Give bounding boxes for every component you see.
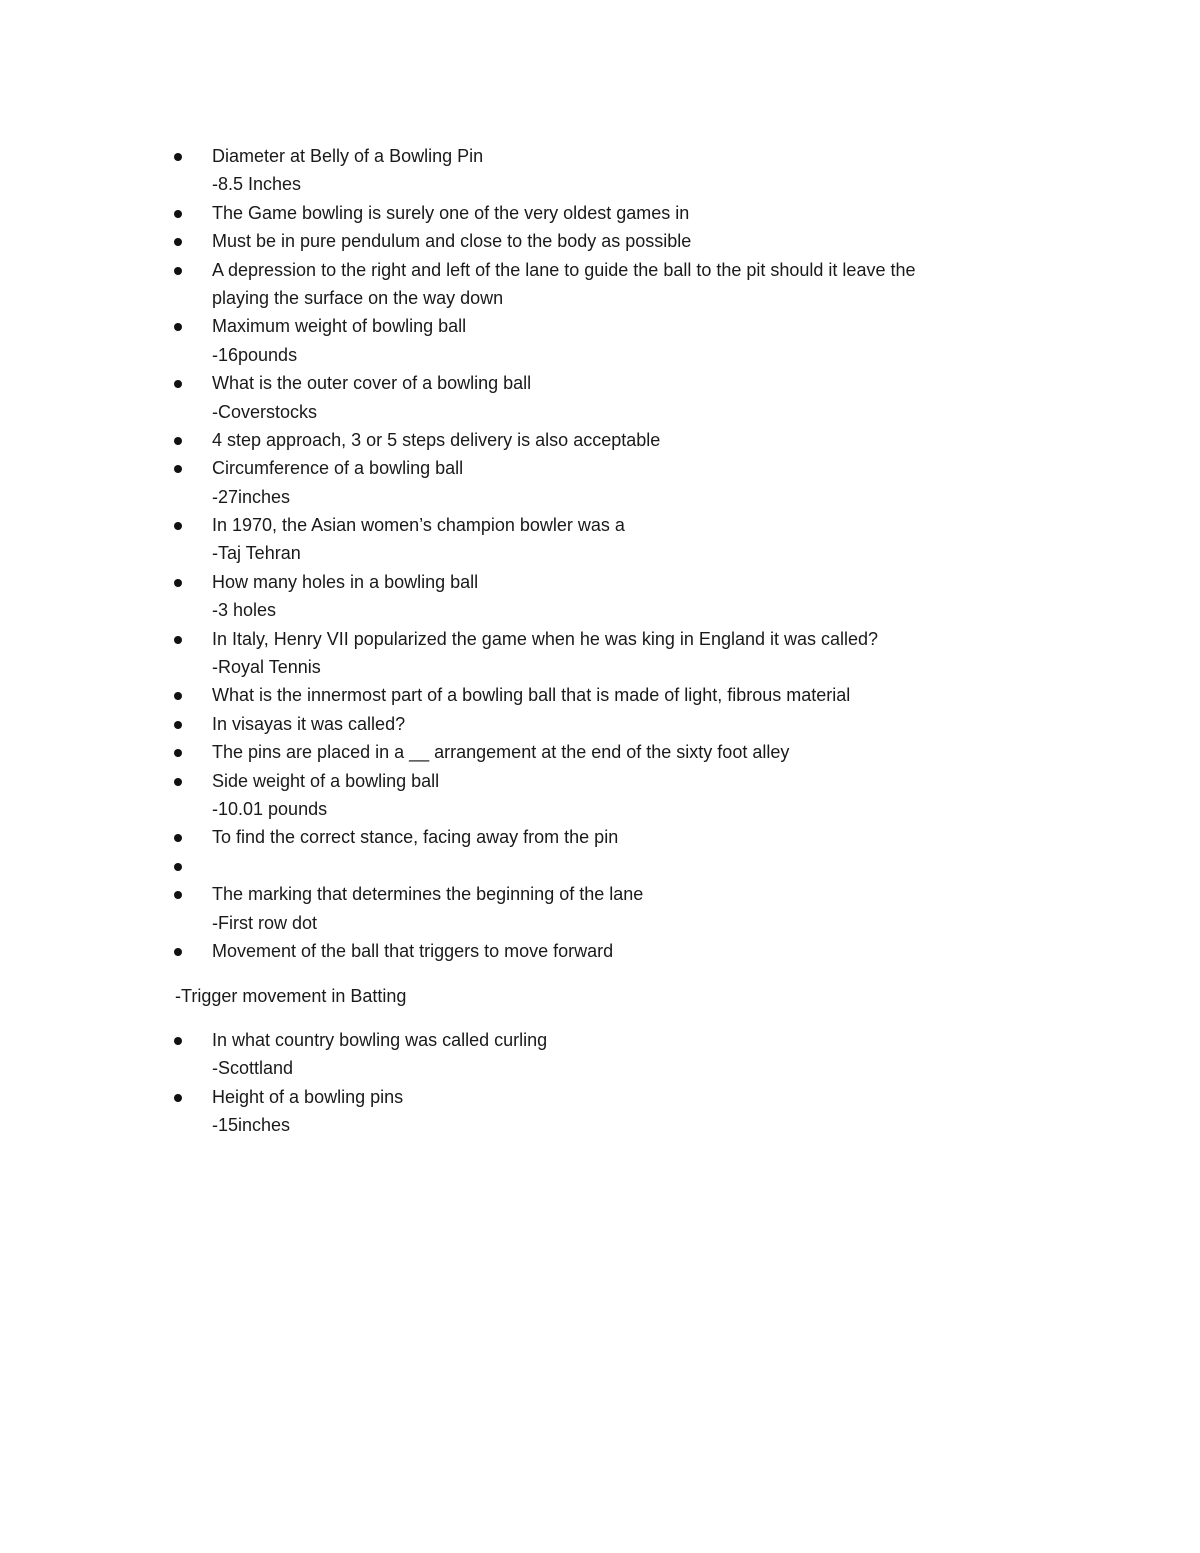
- list-item: [0, 738, 1200, 766]
- answer-text: -Taj Tehran: [212, 543, 301, 564]
- answer-text: -8.5 Inches: [212, 174, 302, 195]
- answer-line: [0, 596, 1200, 624]
- list-item: [0, 369, 1200, 397]
- list-item-text: How many holes in a bowling ball: [212, 571, 479, 592]
- list-item: [0, 823, 1200, 851]
- list-item-text: The pins are placed in a __ arrangement at the end of the sixty foot alley: [212, 742, 790, 763]
- answer-line: [0, 398, 1200, 426]
- list-item: [0, 880, 1200, 908]
- list-item: [0, 511, 1200, 539]
- answer-text: -Scottland: [212, 1058, 294, 1079]
- list-item: [0, 426, 1200, 454]
- list-item: [0, 1083, 1200, 1111]
- bullet-icon: [174, 636, 182, 644]
- answer-line: [0, 653, 1200, 681]
- bullet-icon: [174, 834, 182, 842]
- standalone-paragraph: [0, 982, 1200, 1010]
- bullet-icon: [174, 1094, 182, 1102]
- answer-text: -Royal Tennis: [212, 657, 321, 678]
- list-item: [0, 256, 1200, 284]
- list-item-text: The Game bowling is surely one of the very oldest games in: [212, 202, 690, 223]
- bullet-icon: [174, 153, 182, 161]
- list-item-text: 4 step approach, 3 or 5 steps delivery is also acceptable: [212, 429, 661, 450]
- list-item: [0, 454, 1200, 482]
- bullet-icon: [174, 1037, 182, 1045]
- answer-text: -27inches: [212, 486, 291, 507]
- bullet-list-2: [0, 1026, 1200, 1140]
- bullet-icon: [174, 267, 182, 275]
- answer-line: [0, 1054, 1200, 1082]
- answer-line: [0, 284, 1200, 312]
- list-item-text: In 1970, the Asian women’s champion bowler was a: [212, 515, 625, 536]
- list-item: [0, 568, 1200, 596]
- bullet-icon: [174, 778, 182, 786]
- list-item-text: Movement of the ball that triggers to move forward: [212, 940, 614, 961]
- list-item: [0, 852, 1200, 880]
- list-item-text: Circumference of a bowling ball: [212, 458, 464, 479]
- list-item: [0, 227, 1200, 255]
- bullet-icon: [174, 891, 182, 899]
- list-item-text: Height of a bowling pins: [212, 1086, 404, 1107]
- list-item-text: To find the correct stance, facing away from the pin: [212, 827, 619, 848]
- bullet-icon: [174, 380, 182, 388]
- bullet-icon: [174, 210, 182, 218]
- answer-text: playing the surface on the way down: [212, 287, 504, 308]
- list-item: [0, 937, 1200, 965]
- list-item: [0, 767, 1200, 795]
- bullet-icon: [174, 437, 182, 445]
- list-item-text: A depression to the right and left of the lane to guide the ball to the pit should it leave the: [212, 259, 916, 280]
- answer-text: -10.01 pounds: [212, 798, 328, 819]
- list-item: [0, 142, 1200, 170]
- bullet-icon: [174, 948, 182, 956]
- answer-line: [0, 909, 1200, 937]
- list-item: [0, 625, 1200, 653]
- answer-text: -3 holes: [212, 600, 277, 621]
- list-item-text: Diameter at Belly of a Bowling Pin: [212, 146, 484, 166]
- list-item: [0, 710, 1200, 738]
- answer-line: [0, 539, 1200, 567]
- list-item: [0, 312, 1200, 340]
- bullet-icon: [174, 238, 182, 246]
- list-item-text: Must be in pure pendulum and close to the body as possible: [212, 231, 692, 252]
- answer-text: -15inches: [212, 1115, 291, 1136]
- answer-line: [0, 795, 1200, 823]
- bullet-list-1: [0, 142, 1200, 965]
- bullet-icon: [174, 579, 182, 587]
- list-item: [0, 199, 1200, 227]
- answer-line: [0, 483, 1200, 511]
- bullet-icon: [174, 522, 182, 530]
- answer-line: [0, 341, 1200, 369]
- list-item-text: Maximum weight of bowling ball: [212, 316, 467, 337]
- answer-line: [0, 1111, 1200, 1139]
- list-item-text: What is the outer cover of a bowling ball: [212, 373, 532, 394]
- bullet-icon: [174, 323, 182, 331]
- answer-text: -Coverstocks: [212, 401, 318, 422]
- paragraph-text: -Trigger movement in Batting: [175, 986, 407, 1006]
- answer-text: -16pounds: [212, 344, 298, 365]
- list-item: [0, 1026, 1200, 1054]
- answer-text: -First row dot: [212, 912, 318, 933]
- list-item-text: In Italy, Henry VII popularized the game when he was king in England it was called?: [212, 628, 879, 649]
- list-item-text: The marking that determines the beginning of the lane: [212, 884, 644, 905]
- bullet-icon: [174, 465, 182, 473]
- list-item-text: In visayas it was called?: [212, 713, 406, 734]
- bullet-icon: [174, 749, 182, 757]
- bullet-icon: [174, 863, 182, 871]
- bullet-icon: [174, 721, 182, 729]
- bullet-icon: [174, 692, 182, 700]
- list-item: [0, 681, 1200, 709]
- answer-line: [0, 170, 1200, 198]
- paragraph-line: [0, 982, 1200, 1010]
- list-item-text: Side weight of a bowling ball: [212, 770, 440, 791]
- list-item-text: In what country bowling was called curling: [212, 1030, 548, 1050]
- list-item-text: What is the innermost part of a bowling ball that is made of light, fibrous material: [212, 685, 851, 706]
